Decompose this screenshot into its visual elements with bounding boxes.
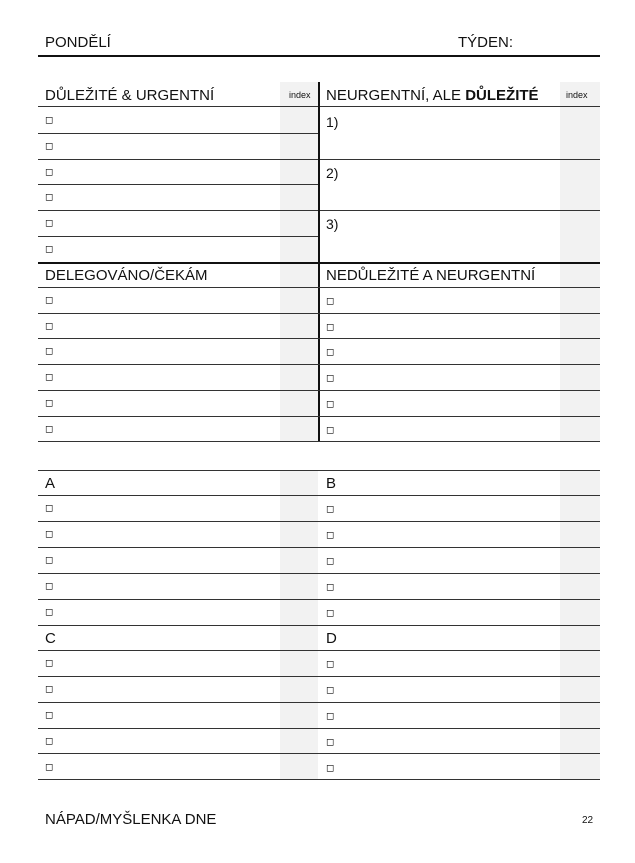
list-c-checkbox[interactable]: ◻ — [45, 736, 54, 747]
q4-checkbox[interactable]: ◻ — [326, 425, 335, 436]
q1-checkbox[interactable]: ◻ — [45, 115, 54, 126]
q2-index-label: index — [566, 90, 588, 100]
list-d-title: D — [326, 630, 337, 647]
q4-checkbox[interactable]: ◻ — [326, 373, 335, 384]
q2-item-3[interactable]: 3) — [326, 216, 339, 232]
list-c-checkbox[interactable]: ◻ — [45, 710, 54, 721]
q34-line — [38, 390, 600, 391]
list-b-checkbox[interactable]: ◻ — [326, 608, 335, 619]
q1-line — [38, 184, 318, 185]
q2-item-1[interactable]: 1) — [326, 114, 339, 130]
list-d-checkbox[interactable]: ◻ — [326, 763, 335, 774]
abcd-line — [38, 599, 600, 600]
list-a-checkbox[interactable]: ◻ — [45, 607, 54, 618]
q1-checkbox[interactable]: ◻ — [45, 244, 54, 255]
idea-of-the-day-label: NÁPAD/MYŠLENKA DNE — [45, 811, 217, 828]
list-a-checkbox[interactable]: ◻ — [45, 503, 54, 514]
q2-index-column — [560, 82, 600, 263]
q4-checkbox[interactable]: ◻ — [326, 296, 335, 307]
abcd-line — [38, 521, 600, 522]
abcd-line — [38, 702, 600, 703]
list-c-checkbox[interactable]: ◻ — [45, 762, 54, 773]
q34-line — [38, 313, 600, 314]
list-a-checkbox[interactable]: ◻ — [45, 529, 54, 540]
q34-line — [38, 338, 600, 339]
q1-checkbox[interactable]: ◻ — [45, 167, 54, 178]
list-b-checkbox[interactable]: ◻ — [326, 556, 335, 567]
week-label: TÝDEN: — [458, 34, 514, 51]
q1-index-label: index — [289, 90, 311, 100]
q2-title — [326, 87, 539, 104]
q3-checkbox[interactable]: ◻ — [45, 372, 54, 383]
q34-line — [38, 416, 600, 417]
page-number: 22 — [582, 815, 594, 826]
header-rule — [38, 55, 600, 57]
q3-checkbox[interactable]: ◻ — [45, 398, 54, 409]
q2-line — [320, 106, 600, 107]
q3-checkbox[interactable]: ◻ — [45, 295, 54, 306]
q1-line — [38, 133, 318, 134]
q3-checkbox[interactable]: ◻ — [45, 321, 54, 332]
q1-checkbox[interactable]: ◻ — [45, 141, 54, 152]
abcd-line — [38, 779, 600, 780]
abcd-line — [38, 573, 600, 574]
abcd-line — [38, 547, 600, 548]
q3-checkbox[interactable]: ◻ — [45, 424, 54, 435]
q4-checkbox[interactable]: ◻ — [326, 322, 335, 333]
q34-line — [38, 364, 600, 365]
abcd-line — [38, 728, 600, 729]
q1-title: DŮLEŽITÉ & URGENTNÍ — [45, 87, 215, 104]
list-a-title: A — [45, 475, 56, 492]
list-c-checkbox[interactable]: ◻ — [45, 658, 54, 669]
abcd-line — [38, 753, 600, 754]
list-a-checkbox[interactable]: ◻ — [45, 555, 54, 566]
q2-item-2[interactable]: 2) — [326, 165, 339, 181]
q1-line — [38, 236, 318, 237]
q2-title-prefix: NEURGENTNÍ, ALE — [326, 87, 466, 104]
abcd-line — [38, 470, 600, 471]
q34-line — [38, 441, 600, 442]
q2-title-bold: DŮLEŽITÉ — [465, 87, 539, 104]
q1-line — [38, 106, 318, 107]
list-c-title: C — [45, 630, 56, 647]
q1-line — [38, 159, 318, 160]
abcd-line — [38, 650, 600, 651]
abcd-line — [38, 676, 600, 677]
abcd-line — [38, 495, 600, 496]
q2-line — [320, 210, 600, 211]
q3-title: DELEGOVÁNO/ČEKÁM — [45, 267, 208, 284]
list-b-checkbox[interactable]: ◻ — [326, 582, 335, 593]
list-b-checkbox[interactable]: ◻ — [326, 504, 335, 515]
list-d-checkbox[interactable]: ◻ — [326, 711, 335, 722]
list-d-checkbox[interactable]: ◻ — [326, 685, 335, 696]
list-b-checkbox[interactable]: ◻ — [326, 530, 335, 541]
list-d-checkbox[interactable]: ◻ — [326, 737, 335, 748]
list-b-title: B — [326, 475, 337, 492]
q4-checkbox[interactable]: ◻ — [326, 347, 335, 358]
list-d-checkbox[interactable]: ◻ — [326, 659, 335, 670]
matrix-middle-rule — [38, 262, 600, 264]
q34-line — [38, 287, 600, 288]
q4-title: NEDŮLEŽITÉ A NEURGENTNÍ — [326, 267, 536, 284]
q3-checkbox[interactable]: ◻ — [45, 346, 54, 357]
q4-checkbox[interactable]: ◻ — [326, 399, 335, 410]
list-a-checkbox[interactable]: ◻ — [45, 581, 54, 592]
q1-checkbox[interactable]: ◻ — [45, 218, 54, 229]
q1-checkbox[interactable]: ◻ — [45, 192, 54, 203]
q2-line — [320, 159, 600, 160]
list-c-checkbox[interactable]: ◻ — [45, 684, 54, 695]
abcd-line — [38, 625, 600, 626]
q1-line — [38, 210, 318, 211]
day-label: PONDĚLÍ — [45, 34, 111, 51]
